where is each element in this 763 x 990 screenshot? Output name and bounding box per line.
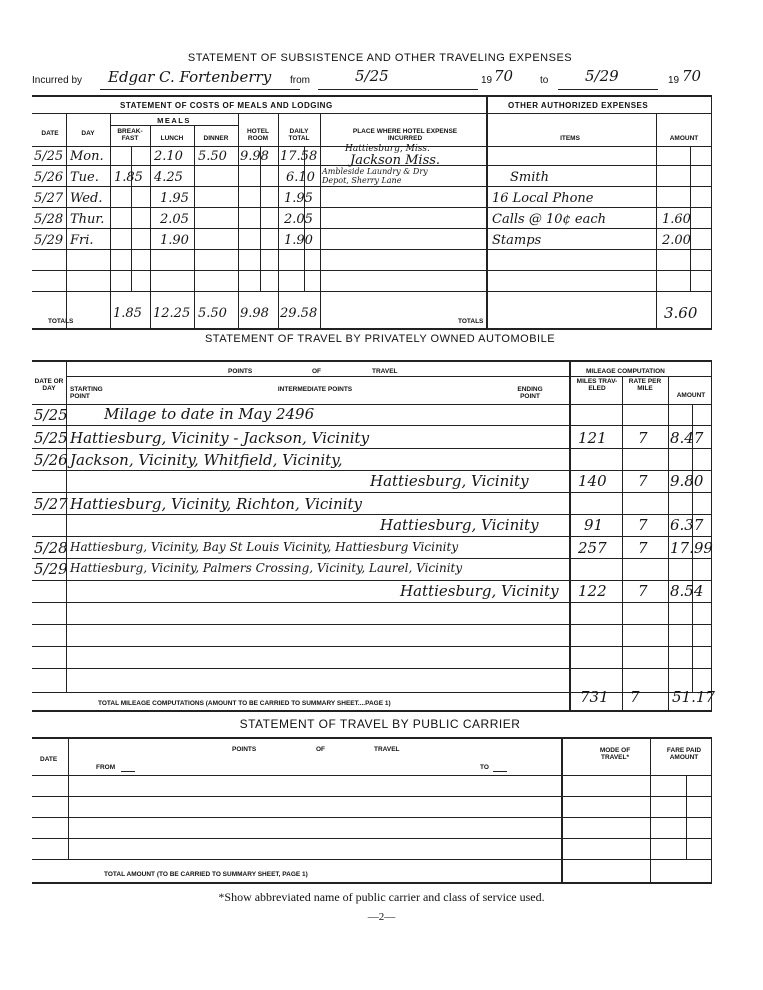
meals-lunch: 1.95 <box>160 191 189 206</box>
meals-total: 17.58 <box>280 149 318 164</box>
auto-rate: 7 <box>638 429 648 447</box>
to-value: 5/29 <box>585 67 619 85</box>
to-label: to <box>540 75 549 86</box>
auto-amount: 8.54 <box>670 582 704 600</box>
auto-route-cont: Hattiesburg, Vicinity <box>400 582 559 600</box>
public-fare-label: FARE PAID AMOUNT <box>666 747 702 761</box>
auto-section-title: STATEMENT OF TRAVEL BY PRIVATELY OWNED AUTOMOBILE <box>204 333 556 345</box>
other-totals-label: TOTALS <box>458 318 484 325</box>
auto-route-cont: Hattiesburg, Vicinity <box>370 472 529 490</box>
auto-header-amount: AMOUNT <box>676 392 706 399</box>
auto-header-miles: MILES TRAV-ELED <box>576 378 618 392</box>
auto-header-ending: ENDING POINT <box>517 386 543 400</box>
auto-total-label: TOTAL MILEAGE COMPUTATIONS (AMOUNT TO BE CARRIED TO SUMMARY SHEET....PAGE 1) <box>98 700 391 707</box>
meals-lunch: 4.25 <box>154 170 183 185</box>
meals-total: 1.95 <box>284 191 313 206</box>
meals-place-line1: Hattiesburg, Miss. <box>345 144 430 154</box>
auto-rate: 7 <box>638 539 648 557</box>
meals-place-line2: Depot, Sherry Lane <box>322 176 402 185</box>
auto-header-starting: STARTING POINT <box>70 386 103 400</box>
auto-amount: 8.47 <box>670 429 704 447</box>
header-items: ITEMS <box>560 135 580 142</box>
form-title: STATEMENT OF SUBSISTENCE AND OTHER TRAVELING EXPENSES <box>187 52 573 64</box>
page-number: —2— <box>367 911 396 923</box>
public-date-label: DATE <box>40 756 58 763</box>
auto-date: 5/25 <box>34 406 68 424</box>
meals-lunch: 2.05 <box>160 212 189 227</box>
meals-place-line1: Ambleside Laundry & Dry <box>322 167 428 176</box>
other-total-amount: 3.60 <box>664 304 698 322</box>
public-total-label: TOTAL AMOUNT (TO BE CARRIED TO SUMMARY SHEET, PAGE 1) <box>104 871 308 878</box>
meals-lunch: 2.10 <box>154 149 183 164</box>
incurred-by-value: Edgar C. Fortenberry <box>108 68 272 86</box>
auto-route-cont: Hattiesburg, Vicinity <box>380 516 539 534</box>
auto-header-intermediate: INTERMEDIATE POINTS <box>277 386 353 393</box>
from-value: 5/25 <box>355 67 389 85</box>
auto-miles: 257 <box>578 539 607 557</box>
auto-route: Jackson, Vicinity, Whitfield, Vicinity, <box>70 451 343 469</box>
auto-date: 5/27 <box>34 495 68 513</box>
footer-note: *Show abbreviated name of public carrier and class of service used. <box>218 890 545 904</box>
from-label: from <box>290 75 310 86</box>
auto-total-amount: 51.17 <box>672 688 715 706</box>
other-amount: 1.60 <box>662 212 691 227</box>
meals-day: Fri. <box>70 233 94 248</box>
auto-route: Milage to date in May 2496 <box>104 405 315 423</box>
auto-date: 5/29 <box>34 560 68 578</box>
other-item: Calls @ 10¢ each <box>492 212 606 227</box>
auto-route: Hattiesburg, Vicinity - Jackson, Vicinity <box>70 429 370 447</box>
year-value-2: 70 <box>682 67 702 85</box>
total-breakfast: 1.85 <box>113 306 142 321</box>
auto-rate: 7 <box>638 582 648 600</box>
total-hotel: 9.98 <box>240 306 269 321</box>
auto-amount: 6.37 <box>670 516 704 534</box>
public-mode-label: MODE OF TRAVEL* <box>599 747 631 761</box>
auto-total-miles: 731 <box>580 688 609 706</box>
public-section-title: STATEMENT OF TRAVEL BY PUBLIC CARRIER <box>239 717 521 731</box>
year-prefix-2: 19 <box>668 75 680 86</box>
total-dinner: 5.50 <box>198 306 227 321</box>
year-value-1: 70 <box>494 67 514 85</box>
meals-total: 1.90 <box>284 233 313 248</box>
header-place: PLACE WHERE HOTEL EXPENSE INCURRED <box>352 128 458 142</box>
meals-day: Mon. <box>70 149 104 164</box>
meals-date: 5/25 <box>34 149 64 164</box>
meals-date: 5/29 <box>34 233 64 248</box>
auto-route: Hattiesburg, Vicinity, Bay St Louis Vicinity, Hattiesburg Vicinity <box>70 540 459 554</box>
incurred-by-label: Incurred by <box>32 75 83 86</box>
header-lunch: LUNCH <box>160 135 184 142</box>
year-prefix-1: 19 <box>481 75 493 86</box>
auto-of-label: OF <box>312 368 322 375</box>
auto-header-rate: RATE PER MILE <box>628 378 662 392</box>
meals-total: 6.10 <box>286 170 315 185</box>
header-amount: AMOUNT <box>669 135 699 142</box>
auto-date: 5/25 <box>34 429 68 447</box>
auto-date: 5/26 <box>34 451 68 469</box>
public-to-label: TO <box>480 764 489 771</box>
total-daily: 29.58 <box>280 306 318 321</box>
meals-lunch: 1.90 <box>160 233 189 248</box>
auto-header-date: DATE OR DAY <box>34 378 64 392</box>
auto-miles: 121 <box>578 429 607 447</box>
public-points-label: POINTS <box>232 746 257 753</box>
meals-totals-label: TOTALS <box>48 318 74 325</box>
other-item: Stamps <box>492 233 542 248</box>
auto-date: 5/28 <box>34 539 68 557</box>
header-breakfast: BREAK-FAST <box>117 128 143 142</box>
auto-total-rate: 7 <box>630 688 640 706</box>
other-amount: 2.00 <box>662 233 691 248</box>
public-travel-label: TRAVEL <box>374 746 400 753</box>
auto-miles: 122 <box>578 582 607 600</box>
meals-day: Thur. <box>70 212 105 227</box>
meals-breakfast: 1.85 <box>114 170 143 185</box>
auto-route: Hattiesburg, Vicinity, Palmers Crossing, Vicinity, Laurel, Vicinity <box>70 561 463 575</box>
auto-amount: 9.80 <box>670 472 704 490</box>
header-hotel-room: HOTEL ROOM <box>246 128 270 142</box>
auto-points-label: POINTS <box>228 368 253 375</box>
mileage-computation-label: MILEAGE COMPUTATION <box>586 368 665 375</box>
public-of-label: OF <box>316 746 326 753</box>
public-from-label: FROM <box>96 764 116 771</box>
meals-header: MEALS <box>157 116 191 125</box>
meals-total: 2.05 <box>284 212 313 227</box>
meals-day: Wed. <box>70 191 103 206</box>
auto-rate: 7 <box>638 472 648 490</box>
auto-miles: 140 <box>578 472 607 490</box>
meals-date: 5/26 <box>34 170 64 185</box>
auto-route: Hattiesburg, Vicinity, Richton, Vicinity <box>70 495 363 513</box>
other-expenses-title: OTHER AUTHORIZED EXPENSES <box>508 101 649 110</box>
header-day: DAY <box>81 130 95 137</box>
auto-travel-label: TRAVEL <box>372 368 398 375</box>
meals-section-title: STATEMENT OF COSTS OF MEALS AND LODGING <box>120 101 333 110</box>
header-dinner: DINNER <box>203 135 229 142</box>
auto-rate: 7 <box>638 516 648 534</box>
meals-dinner: 5.50 <box>198 149 227 164</box>
meals-place-line2: Jackson Miss. <box>350 153 441 168</box>
meals-day: Tue. <box>70 170 99 185</box>
other-item: 16 Local Phone <box>492 191 594 206</box>
header-daily-total: DAILY TOTAL <box>288 128 310 142</box>
header-date: DATE <box>41 130 59 137</box>
meals-hotel: 9.98 <box>240 149 269 164</box>
other-item: Smith <box>510 170 549 185</box>
auto-miles: 91 <box>584 516 604 534</box>
meals-date: 5/27 <box>34 191 64 206</box>
meals-date: 5/28 <box>34 212 64 227</box>
auto-amount: 17.99 <box>670 539 713 557</box>
total-lunch: 12.25 <box>153 306 191 321</box>
